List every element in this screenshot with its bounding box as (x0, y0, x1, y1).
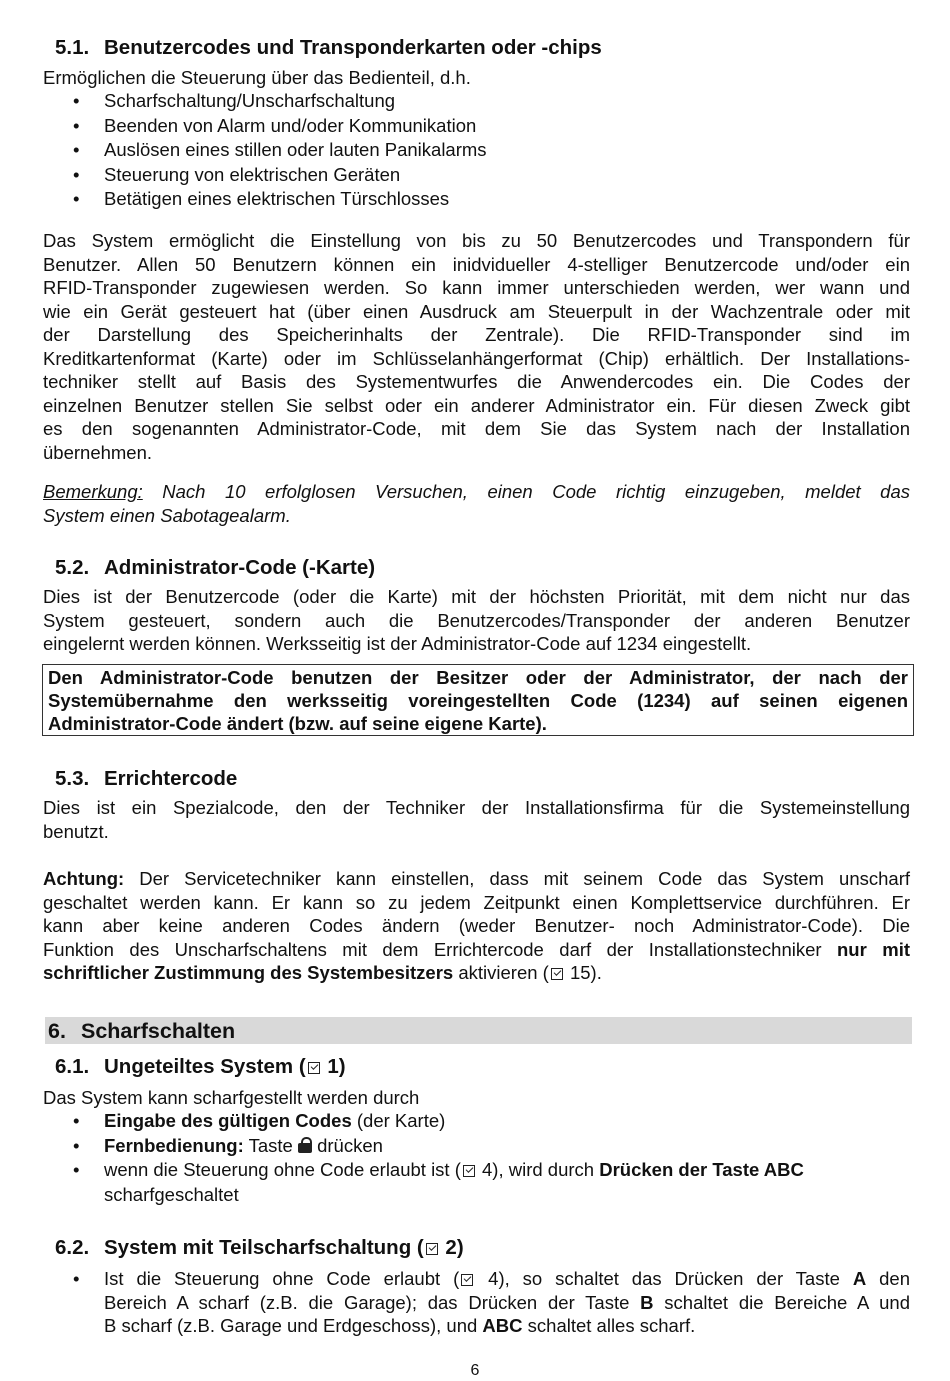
intro-6-1: Das System kann scharfgestellt werden durch (43, 1087, 420, 1108)
checkbox-reference-icon (463, 1165, 475, 1177)
intro-5-1: Ermöglichen die Steuerung über das Bedienteil, d.h. (43, 67, 471, 88)
checkbox-reference-icon (308, 1062, 320, 1074)
page-number: 6 (470, 1362, 480, 1379)
heading-5-3: 5.3. Errichtercode (55, 767, 238, 790)
list-item: • Ist die Steuerung ohne Code erlaubt ( 4), so schaltet das Drücken der Taste A den Bereich A scharf (z.B. die Garage); das Drücken der Taste B schaltet die Bereiche A und B scharf (z.B. Garage und Erdgeschoss), und ABC schaltet alles scharf. (43, 1267, 910, 1338)
list-item: • Eingabe des gültigen Codes (der Karte) (43, 1109, 910, 1134)
admin-code-notice-box: Den Administrator-Code benutzen der Besitzer oder der Administrator, der nach der Systemübernahme den werksseitig voreingestellten Code (1234) auf seinen eigenen Administrator-Code ändert (bzw. auf seine eigene Karte). (42, 664, 914, 736)
heading-5-1: 5.1. Benutzercodes und Transponderkarten oder -chips (55, 36, 602, 59)
bullet-list-6-1 (43, 1109, 910, 1207)
bullet-list-5-1 (43, 89, 910, 212)
list-item: • Beenden von Alarm und/oder Kommunikation (43, 114, 910, 139)
lock-icon (298, 1137, 312, 1153)
heading-5-2: 5.2. Administrator-Code (-Karte) (55, 556, 376, 579)
bullet-list-6-2 (43, 1267, 910, 1338)
paragraph-5-1: Das System ermöglicht die Einstellung von bis zu 50 Benutzercodes und Transpondern für Benutzer. Allen 50 Benutzern können ein inidvidueller 4-stelliger Benutzercode und/oder ein RFID-Transponder zugewiesen werden. So kann immer unterschieden werden, wer wann und wie ein Gerät gesteuert hat (über einen Ausdruck am Steuerpult in der Wachzentrale oder mit der Darstellung des Speicherinhalts der Zentrale). Die RFID-Transponder sind im Kreditkartenformat (Karte) oder im Schlüsselanhängerformat (Chip) erhältlich. Der Installations- techniker stellt auf Basis des Systementwurfes die Anwendercodes ein. Die Codes der einzelnen Benutzer stellen Sie selbst oder ein anderer Administrator ein. Für diesen Zweck gibt es den sogenannten Administrator-Code, mit dem Sie das System nach der Installation übernehmen. (43, 230, 910, 463)
checkbox-reference-icon (461, 1274, 473, 1286)
list-item: • Betätigen eines elektrischen Türschlosses (43, 187, 910, 212)
list-item: • Steuerung von elektrischen Geräten (43, 163, 910, 188)
paragraph-5-2: Dies ist der Benutzercode (oder die Karte) mit der höchsten Priorität, mit dem nicht nur das System gesteuert, sondern auch die Benutzercodes/Transponder der anderen Benutzer eingelernt werden können. Werksseitig ist der Administrator-Code auf 1234 eingestellt. (43, 586, 910, 654)
warning-5-3: Achtung: Der Servicetechniker kann einstellen, dass mit seinem Code das System unscharf geschaltet werden kann. Er kann so zu jedem Zeitpunkt einen Komplettservice durchführen. Er kann aber keine anderen Codes ändern (weder Benutzer- noch Administrator-Code). Die Funktion des Unscharfschaltens mit dem Errichtercode darf der Installationstechniker nur mit schriftlicher Zustimmung des Systembesitzers aktivieren ( 15). (43, 868, 910, 983)
checkbox-reference-icon (426, 1243, 438, 1255)
remark-label: Bemerkung: (43, 481, 143, 502)
heading-6-1: 6.1. Ungeteiltes System ( 1) (55, 1055, 346, 1078)
remark-5-1: Bemerkung: Nach 10 erfolglosen Versuchen, einen Code richtig einzugeben, meldet das System einen Sabotagealarm. (43, 481, 910, 526)
heading-6: 6. Scharfschalten (48, 1019, 236, 1043)
heading-6-2: 6.2. System mit Teilscharfschaltung ( 2) (55, 1236, 464, 1259)
list-item: • Fernbedienung: Taste drücken (43, 1134, 910, 1159)
checkbox-reference-icon (551, 968, 563, 980)
list-item: • Auslösen eines stillen oder lauten Panikalarms (43, 138, 910, 163)
warning-label: Achtung: (43, 868, 125, 889)
list-item: • Scharfschaltung/Unscharfschaltung (43, 89, 910, 114)
list-item: • wenn die Steuerung ohne Code erlaubt ist ( 4), wird durch Drücken der Taste ABC scharfgeschaltet (43, 1158, 910, 1207)
paragraph-5-3: Dies ist ein Spezialcode, den der Techniker der Installationsfirma für die Systemeinstellung benutzt. (43, 797, 910, 842)
chapter-6-header (45, 1017, 912, 1044)
